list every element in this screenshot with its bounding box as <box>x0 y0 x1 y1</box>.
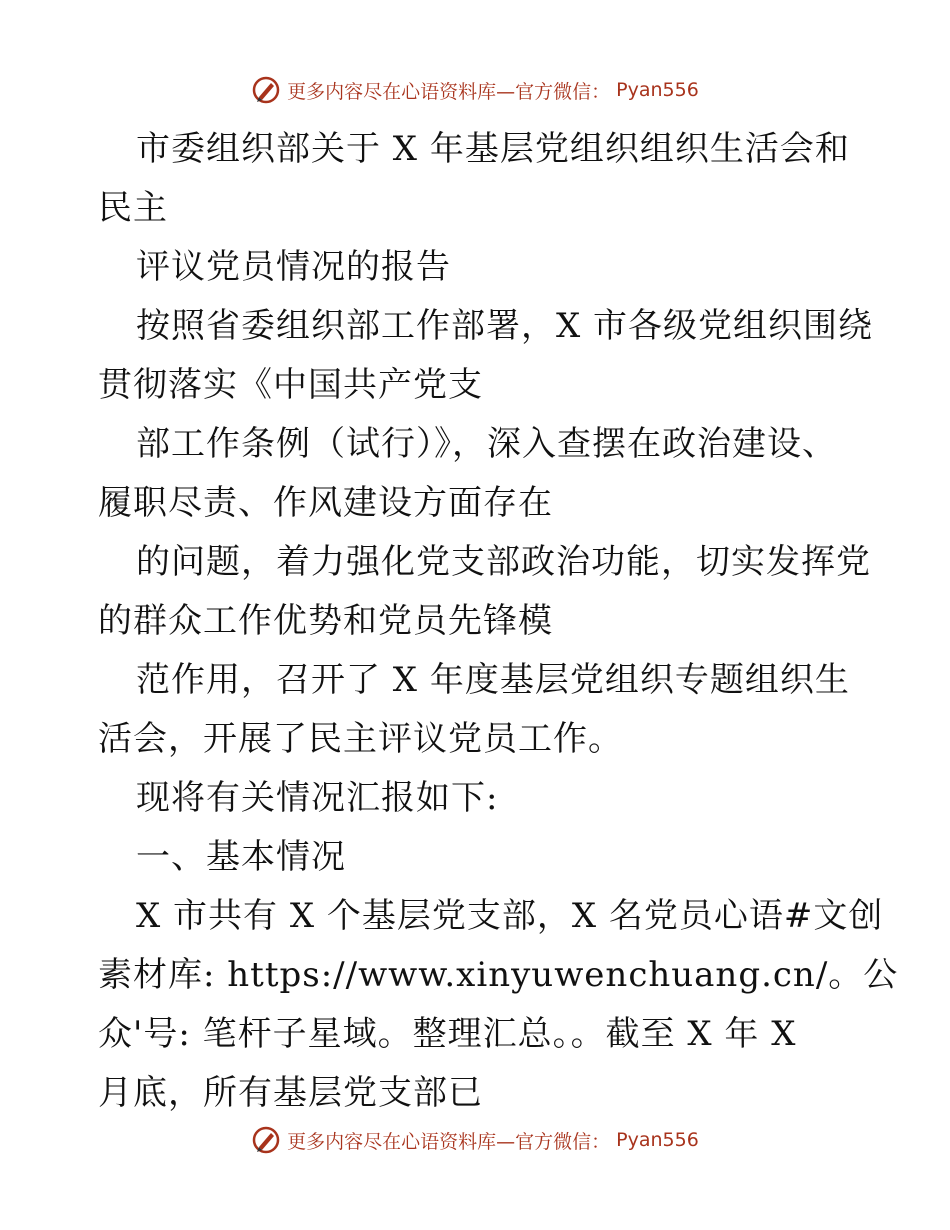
document-line: X 市共有 X 个基层党支部，X 名党员心语#文创 <box>136 896 884 936</box>
document-line: 贯彻落实《中国共产党支 <box>98 365 483 405</box>
document-line: 评议党员情况的报告 <box>136 247 451 287</box>
banner-text: 更多内容尽在心语资料库—官方微信： <box>287 80 611 103</box>
document-line: 活会，开展了民主评议党员工作。 <box>98 719 623 759</box>
document-line: 的问题，着力强化党支部政治功能，切实发挥党 <box>136 542 871 582</box>
document-line: 市委组织部关于 X 年基层党组织组织生活会和 <box>136 129 850 169</box>
banner-account: Pyan556 <box>616 1129 699 1151</box>
document-line: 范作用，召开了 X 年度基层党组织专题组织生 <box>136 660 850 700</box>
document-line: 月底，所有基层党支部已 <box>98 1073 483 1113</box>
footer-banner <box>0 1120 950 1160</box>
document-line: 履职尽责、作风建设方面存在 <box>98 483 553 523</box>
document-body <box>98 120 899 1123</box>
document-line: 一、基本情况 <box>136 837 346 877</box>
pen-logo-icon <box>251 75 281 105</box>
document-line: 现将有关情况汇报如下: <box>136 778 499 818</box>
banner-text: 更多内容尽在心语资料库—官方微信： <box>287 1130 611 1153</box>
document-line: 民主 <box>98 188 168 228</box>
document-line: 众'号: 笔杆子星域。整理汇总。。截至 X 年 X <box>98 1014 797 1054</box>
document-line: 部工作条例（试行）》，深入查摆在政治建设、 <box>136 424 837 464</box>
document-line: 素材库: https://www.xinyuwenchuang.cn/。公 <box>98 955 899 995</box>
header-banner <box>0 70 950 110</box>
pen-logo-icon <box>251 1125 281 1155</box>
document-line: 按照省委组织部工作部署，X 市各级党组织围绕 <box>136 306 874 346</box>
banner-account: Pyan556 <box>616 79 699 101</box>
document-line: 的群众工作优势和党员先锋模 <box>98 601 553 641</box>
